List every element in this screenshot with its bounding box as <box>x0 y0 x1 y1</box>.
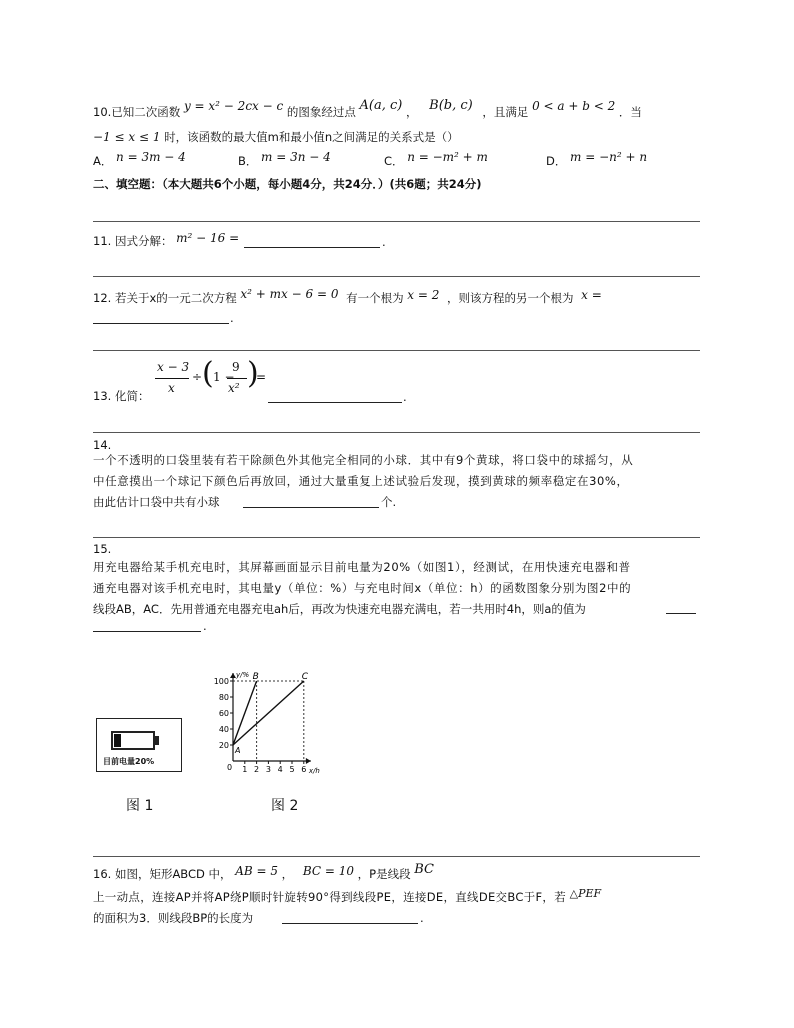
q11-prefix: 11. 因式分解： <box>93 234 173 248</box>
q11-end: . <box>382 235 386 249</box>
q12-end: . <box>230 311 234 325</box>
q14-number: 14. <box>93 438 112 452</box>
q14-line1: 一个不透明的口袋里装有若干除颜色外其他完全相同的小球．其中有9个黄球，将口袋中的球摇匀，从 <box>93 453 634 467</box>
y-tick-label: 20 <box>218 741 229 750</box>
q13-num1: x − 3 <box>157 360 190 374</box>
q13-one: 1 − <box>213 370 235 384</box>
option-expr: m = −n² + n <box>570 150 648 164</box>
y-tick-label: 40 <box>218 725 229 734</box>
q12-line1 <box>93 287 602 306</box>
battery-label: 目前电量20% <box>103 757 155 766</box>
q14-end: 个. <box>381 495 397 509</box>
q10-mid1: 的图象经过点 <box>286 105 356 119</box>
q10-line1 <box>93 98 642 121</box>
divider <box>93 432 700 433</box>
q15-answer-blank-1[interactable] <box>666 613 696 614</box>
q16-ab: AB = 5 <box>235 864 279 878</box>
q12-answer-blank[interactable] <box>93 323 229 324</box>
q14-line2: 中任意摸出一个球记下颜色后再放回，通过大量重复上述试验后发现，摸到黄球的频率稳定在30%， <box>93 474 629 488</box>
option-expr: n = −m² + m <box>407 150 488 164</box>
y-tick-label: 60 <box>218 709 229 718</box>
q10-option-b[interactable] <box>238 150 331 169</box>
q13-den2: x² <box>228 381 240 395</box>
q13-den1: x <box>168 381 175 395</box>
x-axis-arrow <box>306 758 311 764</box>
q15-number: 15. <box>93 542 112 556</box>
divider <box>93 221 700 222</box>
q16-bc: BC = 10 <box>302 864 355 878</box>
x-tick-label: 4 <box>277 765 283 774</box>
point-label-b: B <box>252 672 259 682</box>
fraction-bar <box>227 378 247 379</box>
q16-mid: ，P是线段 <box>357 867 411 881</box>
right-paren: ) <box>247 356 259 391</box>
y-tick-label: 100 <box>213 677 229 686</box>
q16-line1 <box>93 862 435 883</box>
q10-line2 <box>93 129 459 145</box>
series-line-ab <box>233 681 257 745</box>
q15-answer-blank-2[interactable] <box>93 631 201 632</box>
figure-2-caption: 图 2 <box>271 798 299 814</box>
q11 <box>93 233 239 249</box>
q12-tail: ，则该方程的另一个根为 <box>447 291 574 305</box>
figure-2-chart <box>208 654 358 774</box>
q11-expr: m² − 16 = <box>176 231 240 245</box>
x-axis-label: x/h <box>308 767 320 774</box>
q13-end: . <box>403 390 407 404</box>
x-tick-label: 1 <box>242 765 248 774</box>
q12-root: x = 2 <box>407 288 440 302</box>
option-label: A． <box>93 154 113 168</box>
q15-end: . <box>203 619 207 633</box>
figure-1-caption: 图 1 <box>126 798 154 814</box>
battery-icon <box>111 731 155 750</box>
x-tick-label: 6 <box>301 765 307 774</box>
point-label-c: C <box>301 672 309 682</box>
divider <box>93 350 700 351</box>
q16-sep: ， <box>281 867 294 881</box>
q15-line2: 通充电器对该手机充电时，其电量y（单位：%）与充电时间x（单位：h）的函数图象分别为图2中的 <box>93 581 632 595</box>
battery-terminal <box>155 736 159 745</box>
q13-op: ÷ <box>192 370 203 384</box>
origin-label: 0 <box>227 763 233 772</box>
q10-prefix: 10.已知二次函数 <box>93 105 181 119</box>
q16-line2-text: 上一动点，连接AP并将AP绕P顺时针旋转90°得到线段PE，连接DE，直线DE交BC于F，若 <box>93 890 566 904</box>
q12-expr2: x = <box>581 288 602 302</box>
q10-option-c[interactable] <box>384 150 488 169</box>
q12-mid: 有一个根为 <box>346 291 404 305</box>
q16-prefix: 16. 如图，矩形ABCD 中， <box>93 867 232 881</box>
q10-mid2: ，且满足 <box>482 105 529 119</box>
option-label: C． <box>384 154 404 168</box>
x-tick-label: 5 <box>289 765 295 774</box>
q10-function: y = x² − 2cx − c <box>183 99 284 113</box>
q12-equation: x² + mx − 6 = 0 <box>240 287 339 301</box>
section-2-heading: 二、填空题：（本大题共6个小题，每小题4分，共24分．）(共6题；共24分) <box>93 177 482 191</box>
q13-expression <box>155 358 265 404</box>
q13-prefix: 13. 化简： <box>93 389 150 403</box>
option-expr: m = 3n − 4 <box>261 150 331 164</box>
q10-option-a[interactable] <box>93 150 186 169</box>
divider <box>93 276 700 277</box>
q11-answer-blank[interactable] <box>244 247 380 248</box>
y-axis-label: y/% <box>236 671 250 679</box>
q16-end: . <box>420 911 424 925</box>
divider <box>93 856 700 857</box>
q15-line3: 线段AB，AC．先用普通充电器充电ah后，再改为快速充电器充满电，若一共用时4h，则a的值为 <box>93 602 586 616</box>
battery-level <box>114 734 121 747</box>
q13-answer-blank[interactable] <box>268 402 402 403</box>
x-tick-label: 2 <box>254 765 260 774</box>
fraction-bar <box>155 378 189 379</box>
q16-bc2: BC <box>414 862 435 877</box>
q10-sep1: ， <box>406 105 418 119</box>
option-expr: n = 3m − 4 <box>116 150 186 164</box>
q10-condition: 0 < a + b < 2 <box>532 99 616 113</box>
y-tick-label: 80 <box>218 693 229 702</box>
x-tick-label: 3 <box>265 765 271 774</box>
q12-prefix: 12. 若关于x的一元二次方程 <box>93 291 237 305</box>
q10-option-d[interactable] <box>546 150 648 169</box>
q16-answer-blank[interactable] <box>282 923 418 924</box>
q16-triangle: △PEF <box>569 887 602 900</box>
option-label: B． <box>238 154 258 168</box>
q10-mid3: ．当 <box>618 105 642 119</box>
q13-num2: 9 <box>232 360 240 374</box>
q10-point-a: A(a, c) <box>359 98 403 113</box>
q14-answer-blank[interactable] <box>243 507 379 508</box>
q10-range: −1 ≤ x ≤ 1 <box>93 130 161 144</box>
q14-line3: 由此估计口袋中共有小球 <box>93 495 220 509</box>
divider <box>93 537 700 538</box>
q13-eq: = <box>256 370 267 384</box>
left-paren: ( <box>202 356 214 391</box>
series-line-ac <box>233 681 304 745</box>
figure-1-battery-screen <box>96 718 182 772</box>
q15-line1: 用充电器给某手机充电时，其屏幕画面显示目前电量为20%（如图1），经测试，在用快速充电器和普 <box>93 560 631 574</box>
option-label: D． <box>546 154 567 168</box>
q16-line3: 的面积为3．则线段BP的长度为 <box>93 911 254 925</box>
q10-tail: 时，该函数的最大值m和最小值n之间满足的关系式是（） <box>164 130 459 144</box>
point-label-a: A <box>235 746 241 755</box>
q16-line2 <box>93 889 601 906</box>
q10-point-b: B(b, c) <box>429 98 473 113</box>
